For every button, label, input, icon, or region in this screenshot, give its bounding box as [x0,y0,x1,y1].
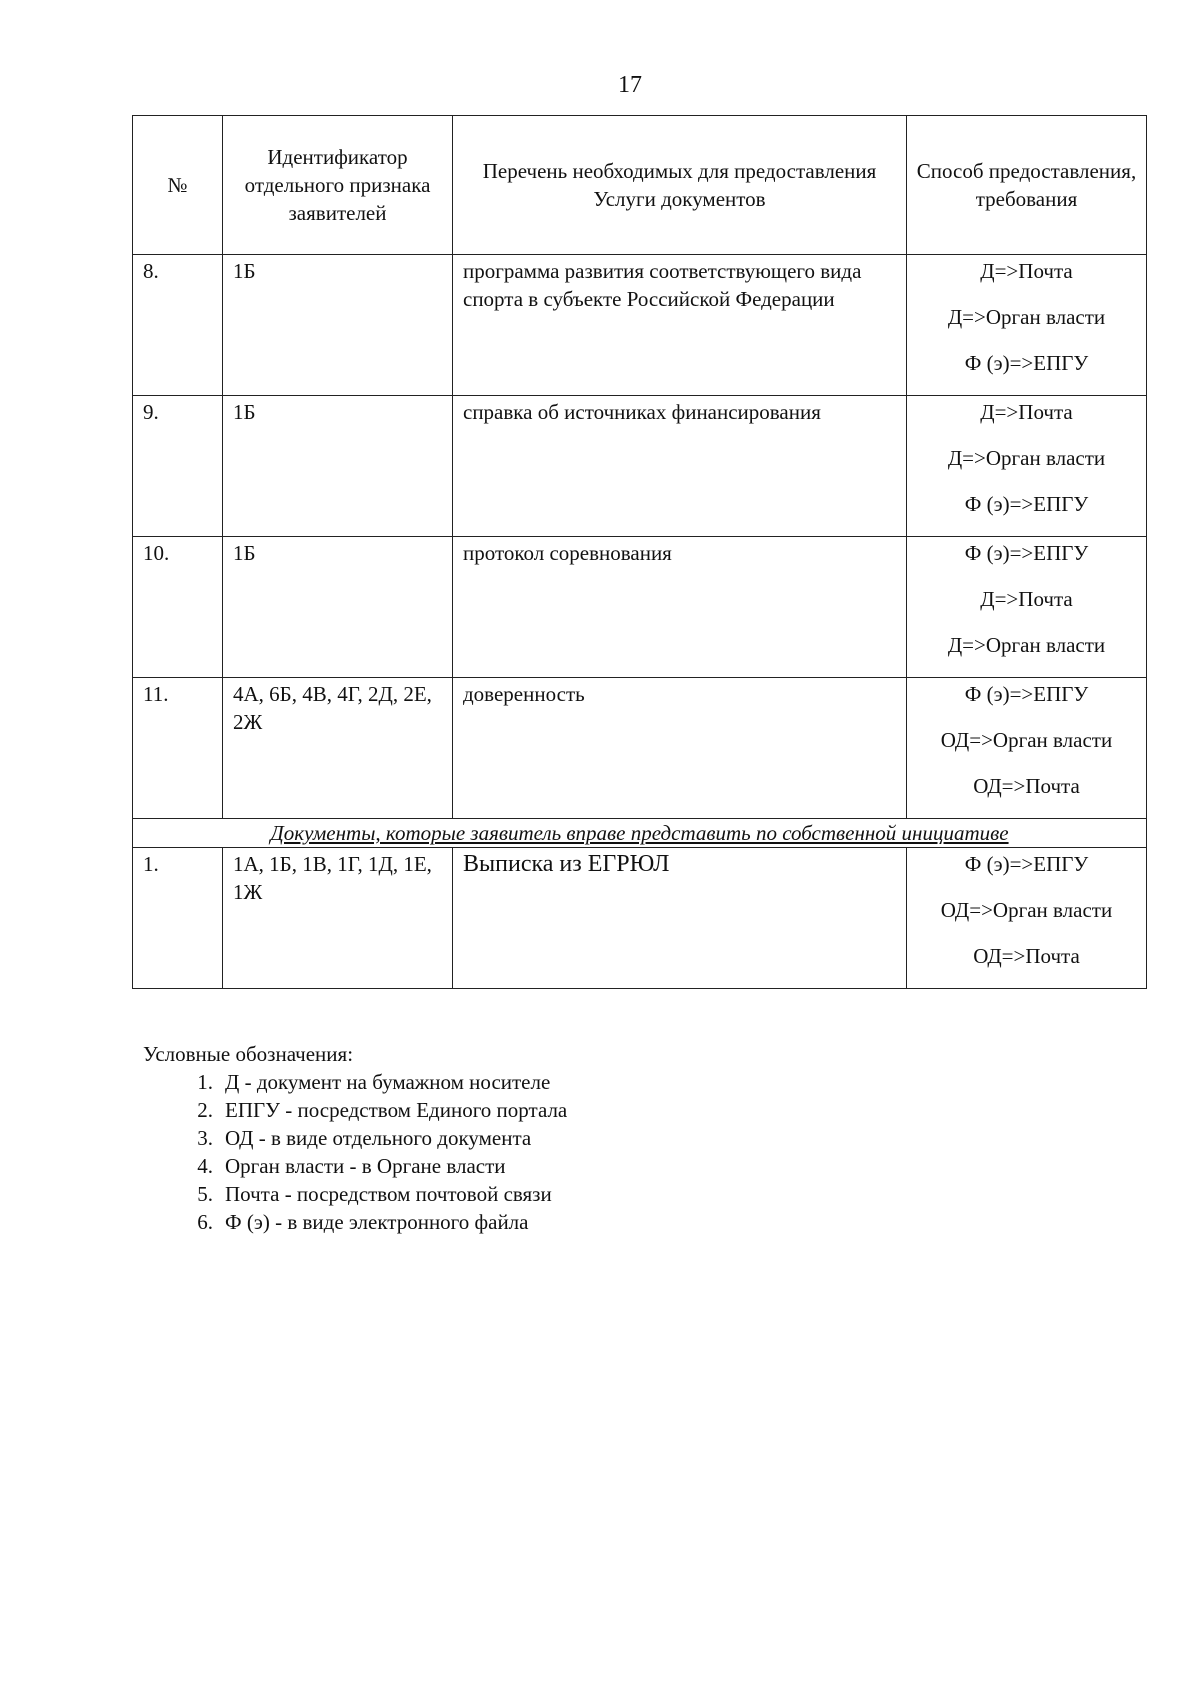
document-name: Выписка из ЕГРЮЛ [463,851,670,877]
table-row [133,848,1147,989]
row-number: 8. [133,255,223,396]
legend-item-number: 1. [197,1070,213,1094]
row-document: справка об источниках финансирования [453,396,907,537]
row-number: 10. [133,537,223,678]
method-item: ОД=>Почта [973,774,1080,798]
header-method: Способ предоставления, требования [907,116,1147,255]
legend-item [143,1124,567,1152]
row-document [453,848,907,989]
table-row [133,537,1147,678]
header-identifier: Идентификатор отдельного признака заявителей [223,116,453,255]
legend-item-text: ОД - в виде отдельного документа [225,1126,532,1150]
legend-item-number: 3. [197,1126,213,1150]
header-documents: Перечень необходимых для предоставления Услуги документов [453,116,907,255]
method-item: Ф (э)=>ЕПГУ [964,852,1089,876]
row-methods [907,848,1147,989]
row-identifiers: 1Б [223,537,453,678]
legend-item [143,1068,567,1096]
table-row [133,396,1147,537]
legend-item-text: ЕПГУ - посредством Единого портала [225,1098,568,1122]
table-row [133,255,1147,396]
legend-item-text: Ф (э) - в виде электронного файла [225,1210,529,1234]
documents-table [132,115,1147,989]
section-title: Документы, которые заявитель вправе представить по собственной инициативе [133,819,1147,848]
legend-item-text: Д - документ на бумажном носителе [225,1070,551,1094]
row-number: 11. [133,678,223,819]
row-document: доверенность [453,678,907,819]
legend-item [143,1096,567,1124]
method-item: ОД=>Орган власти [940,898,1113,922]
method-item: Д=>Почта [980,400,1073,424]
legend-item [143,1180,567,1208]
table-row [133,678,1147,819]
legend-item [143,1152,567,1180]
row-methods [907,396,1147,537]
row-methods [907,537,1147,678]
row-methods [907,678,1147,819]
page-number: 17 [618,72,642,98]
legend-item-number: 6. [197,1210,213,1234]
legend [143,1040,567,1236]
legend-list [143,1068,567,1236]
legend-item-text: Почта - посредством почтовой связи [225,1182,552,1206]
method-item: Ф (э)=>ЕПГУ [964,351,1089,375]
row-identifiers: 1Б [223,255,453,396]
legend-item-number: 5. [197,1182,213,1206]
legend-item-text: Орган власти - в Органе власти [225,1154,506,1178]
method-item: Ф (э)=>ЕПГУ [964,682,1089,706]
section-row [133,819,1147,848]
row-identifiers: 1Б [223,396,453,537]
row-document: программа развития соответствующего вида спорта в субъекте Российской Федерации [453,255,907,396]
method-item: Д=>Почта [980,259,1073,283]
row-number: 1. [133,848,223,989]
method-item: Д=>Почта [980,587,1073,611]
method-item: Ф (э)=>ЕПГУ [964,492,1089,516]
method-item: ОД=>Почта [973,944,1080,968]
method-item: Д=>Орган власти [947,633,1106,657]
method-item: Д=>Орган власти [947,305,1106,329]
method-item: ОД=>Орган власти [940,728,1113,752]
row-number: 9. [133,396,223,537]
row-identifiers: 4А, 6Б, 4В, 4Г, 2Д, 2Е, 2Ж [223,678,453,819]
row-identifiers: 1А, 1Б, 1В, 1Г, 1Д, 1Е, 1Ж [223,848,453,989]
legend-item [143,1208,567,1236]
legend-title: Условные обозначения: [143,1042,354,1066]
method-item: Д=>Орган власти [947,446,1106,470]
row-methods [907,255,1147,396]
row-document: протокол соревнования [453,537,907,678]
header-number: № [133,116,223,255]
legend-item-number: 2. [197,1098,213,1122]
table-header-row [133,116,1147,255]
method-item: Ф (э)=>ЕПГУ [964,541,1089,565]
legend-item-number: 4. [197,1154,213,1178]
